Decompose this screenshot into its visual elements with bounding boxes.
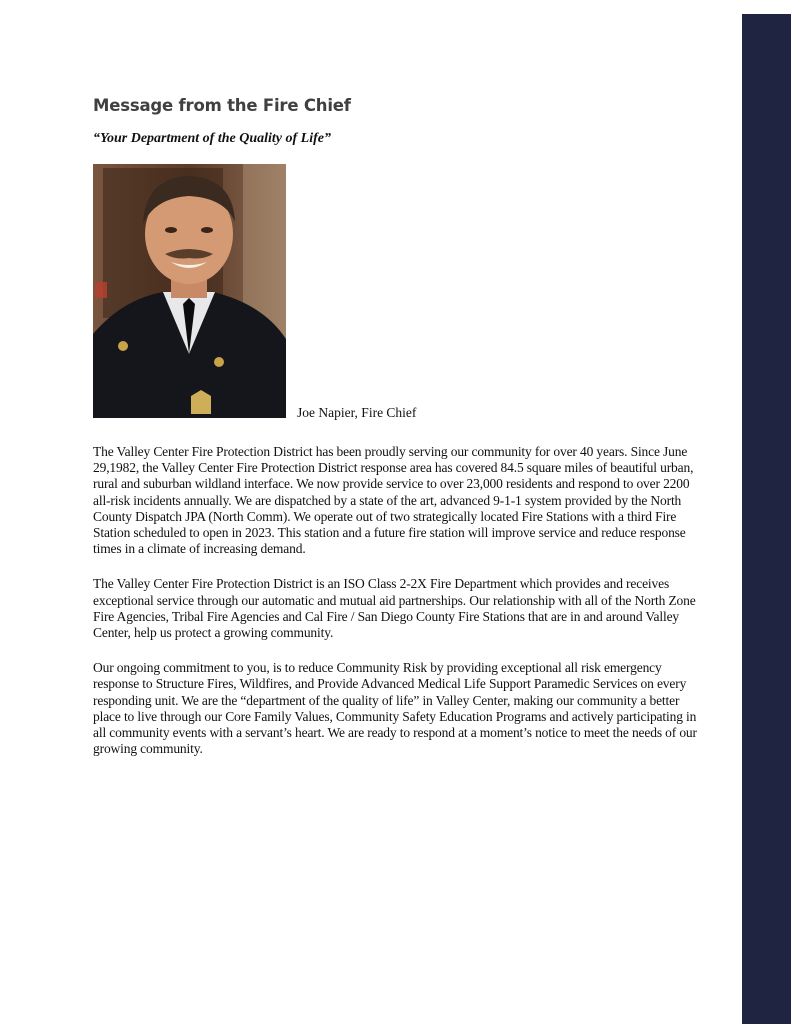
body-paragraph-history: The Valley Center Fire Protection District has been proudly serving our community for over 40 years. Since June 29,1982, the Valley Center Fire Protection District response area has covered 84.5 square miles of beautiful urban, rural and suburban wildland interface. We now provide service to over 23,000 residents and respond to over 2200 all-risk incidents annually. We are dispatched by a state of the art, advanced 9-1-1 system provided by the North County Dispatch JPA (North Comm). We operate out of two strategically located Fire Stations with a third Fire Station scheduled to open in 2023. This station and a future fire station will improve service and reduce response times in a climate of increasing demand. [93,444,694,557]
page-subtitle: “Your Department of the Quality of Life” [93,131,331,146]
body-paragraph-iso-class: The Valley Center Fire Protection District is an ISO Class 2-2X Fire Department which provides and receives exceptional service through our automatic and mutual aid partnerships. Our relationship with all of the North Zone Fire Agencies, Tribal Fire Agencies and Cal Fire / San Diego County Fire Stations that are in and around Valley Center, help us protect a growing community. [93,576,696,641]
fire-chief-portrait [93,164,286,418]
photo-section [93,164,703,420]
decorative-side-bar [742,14,791,1024]
body-paragraph-commitment: Our ongoing commitment to you, is to reduce Community Risk by providing exceptional all risk emergency response to Structure Fires, Wildfires, and Provide Advanced Medical Life Support Paramedic Services on every responding unit. We are the “department of the quality of life” in Valley Center, making our community a better place to live through our Core Family Values, Community Safety Education Programs and actively participating in all community events with a servant’s heart. We are ready to respond at a moment’s notice to meet the needs of our growing community. [93,660,697,757]
page-content [93,96,703,757]
photo-caption: Joe Napier, Fire Chief [297,405,417,420]
page-title: Message from the Fire Chief [93,96,351,115]
